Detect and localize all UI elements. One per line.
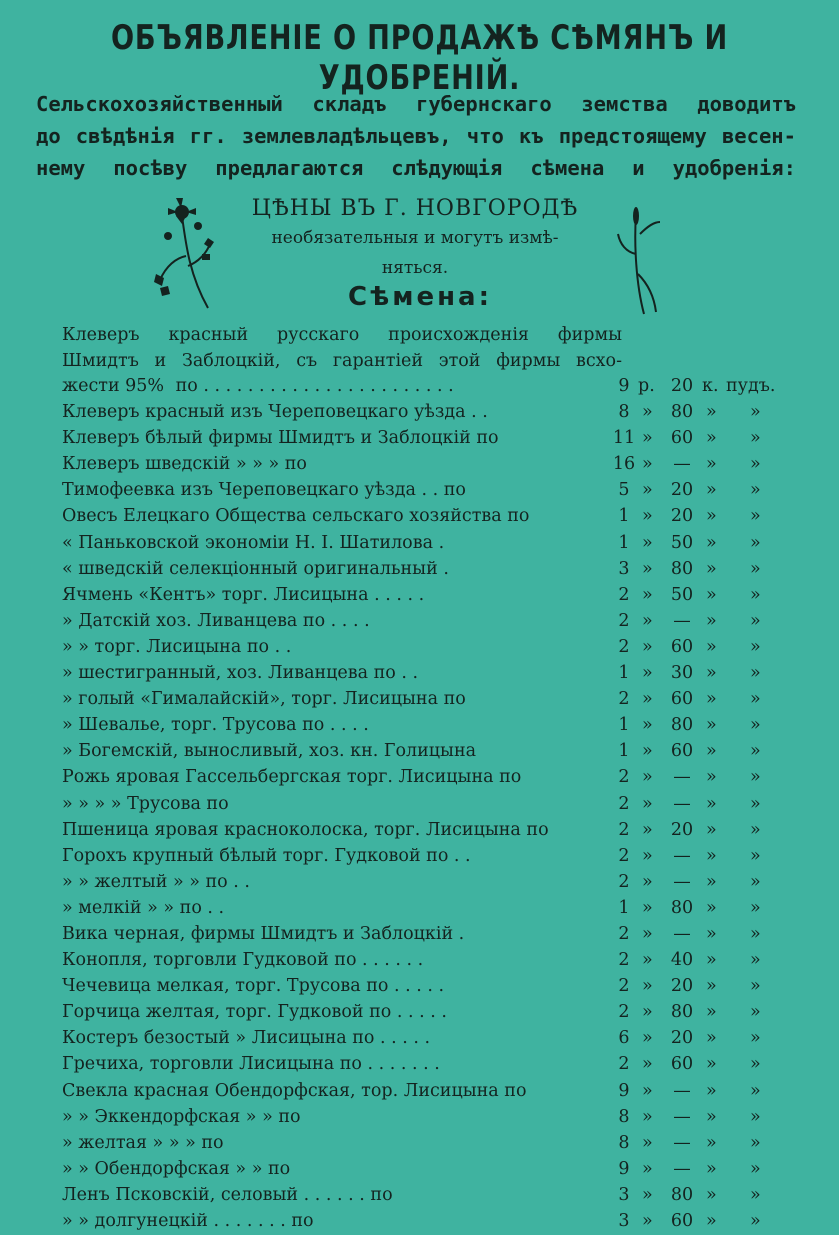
price-rubles: 1: [618, 532, 630, 553]
price-kopecks: 40: [670, 950, 694, 971]
ditto-mark: »: [642, 845, 653, 866]
price-rubles: 2: [618, 689, 630, 710]
price-rubles: 1: [618, 663, 630, 684]
ditto-mark: »: [750, 871, 761, 892]
ditto-mark: »: [642, 976, 653, 997]
price-kopecks: —: [673, 923, 691, 944]
item-name-text: жести 95%: [62, 376, 165, 396]
ditto-mark: »: [706, 793, 717, 814]
intro-line: нему посѣву предлагаются слѣдующія сѣмена и удобренія:: [36, 156, 796, 180]
ditto-mark: »: [750, 663, 761, 684]
price-rubles: 2: [618, 584, 630, 605]
price-row: [0, 739, 839, 765]
price-row: [0, 948, 839, 974]
ditto-mark: »: [750, 402, 761, 423]
ditto-mark: »: [642, 1080, 653, 1101]
ditto-mark: »: [750, 976, 761, 997]
item-name: Тимофеевка изъ Череповецкаго уѣзда . . по: [62, 480, 466, 501]
price-row: [0, 1079, 839, 1105]
price-rubles: 8: [618, 1106, 630, 1127]
price-rubles: 2: [618, 636, 630, 657]
ditto-mark: »: [642, 793, 653, 814]
price-row: [0, 557, 839, 583]
ditto-mark: »: [706, 976, 717, 997]
flower-ornament-icon: [146, 196, 218, 312]
price-row: [0, 687, 839, 713]
ditto-mark: »: [706, 741, 717, 762]
price-kopecks: —: [673, 1158, 691, 1179]
ditto-mark: »: [706, 871, 717, 892]
ditto-mark: »: [706, 506, 717, 527]
ditto-mark: »: [642, 1132, 653, 1153]
ditto-mark: »: [642, 558, 653, 579]
ditto-mark: »: [750, 584, 761, 605]
intro-line: до свѣдѣнія гг. землевладѣльцевъ, что къ предстоящему весен-: [36, 124, 796, 148]
price-kopecks: 80: [670, 1184, 694, 1205]
ditto-mark: »: [750, 923, 761, 944]
ditto-mark: »: [642, 819, 653, 840]
price-unit: пудъ.: [726, 376, 776, 396]
price-row-first: [0, 374, 839, 400]
ditto-mark: »: [706, 532, 717, 553]
rubles-label: р.: [638, 376, 655, 396]
price-rubles: 9: [618, 1080, 630, 1101]
ditto-mark: »: [642, 428, 653, 449]
ditto-mark: »: [750, 1080, 761, 1101]
ditto-mark: »: [642, 689, 653, 710]
price-rubles: 1: [618, 897, 630, 918]
ditto-mark: »: [642, 715, 653, 736]
item-name: » » Обендорфская » » по: [62, 1158, 291, 1179]
price-row: [0, 635, 839, 661]
ditto-mark: »: [706, 767, 717, 788]
ditto-mark: »: [642, 532, 653, 553]
price-row: [0, 922, 839, 948]
ditto-mark: »: [642, 1106, 653, 1127]
ditto-mark: »: [642, 636, 653, 657]
item-name: » желтая » » » по: [62, 1132, 224, 1153]
item-name: » мелкій » » по . .: [62, 897, 225, 918]
ditto-mark: »: [750, 454, 761, 475]
ditto-mark: »: [642, 950, 653, 971]
price-rubles: 8: [618, 402, 630, 423]
price-row: [0, 1131, 839, 1157]
price-row: [0, 609, 839, 635]
first-item-line: Клеверъ красный русскаго происхожденія фирмы: [62, 325, 622, 345]
ditto-mark: »: [706, 480, 717, 501]
price-rubles: 2: [618, 819, 630, 840]
ditto-mark: »: [642, 1002, 653, 1023]
price-row: [0, 1157, 839, 1183]
price-kopecks: 50: [670, 532, 694, 553]
price-row: [0, 792, 839, 818]
item-name: [62, 376, 454, 396]
price-row: [0, 870, 839, 896]
price-row: [0, 583, 839, 609]
price-rubles: 1: [618, 715, 630, 736]
price-kopecks: 20: [670, 506, 694, 527]
price-row: [0, 1000, 839, 1026]
ditto-mark: »: [642, 1054, 653, 1075]
price-kopecks: 60: [670, 428, 694, 449]
ditto-mark: »: [750, 532, 761, 553]
price-rubles: 3: [618, 1211, 630, 1231]
ditto-mark: »: [642, 1158, 653, 1179]
prices-heading-note-cont: няться.: [381, 258, 449, 278]
price-row: [0, 844, 839, 870]
ditto-mark: »: [750, 715, 761, 736]
ditto-mark: »: [706, 819, 717, 840]
ditto-mark: »: [750, 897, 761, 918]
ditto-mark: »: [642, 897, 653, 918]
ditto-mark: »: [706, 950, 717, 971]
item-name: » » желтый » » по . .: [62, 871, 250, 892]
item-name: « Паньковской экономіи Н. І. Шатилова .: [62, 532, 445, 553]
ditto-mark: »: [750, 506, 761, 527]
item-name: Горчица желтая, торг. Гудковой по . . . . .: [62, 1002, 447, 1023]
price-rubles: 11: [612, 428, 636, 449]
item-name: » » долгунецкій . . . . . . . по: [62, 1211, 314, 1231]
price-rubles: 1: [618, 741, 630, 762]
price-rubles: 5: [618, 480, 630, 501]
item-name: Пшеница яровая красноколоска, торг. Лисицына по: [62, 819, 549, 840]
price-kopecks: 80: [670, 402, 694, 423]
ditto-mark: »: [750, 1028, 761, 1049]
ditto-mark: »: [642, 480, 653, 501]
ditto-mark: »: [750, 1002, 761, 1023]
item-name: Костеръ безостый » Лисицына по . . . . .: [62, 1028, 431, 1049]
price-row: [0, 504, 839, 530]
item-name: Овесъ Елецкаго Общества сельскаго хозяйства по: [62, 506, 530, 527]
price-kopecks: —: [673, 793, 691, 814]
ditto-mark: »: [642, 1211, 653, 1231]
price-kopecks: 60: [670, 1054, 694, 1075]
ditto-mark: »: [706, 663, 717, 684]
ditto-mark: »: [706, 1054, 717, 1075]
ditto-mark: »: [750, 480, 761, 501]
ditto-mark: »: [750, 1054, 761, 1075]
ditto-mark: »: [642, 923, 653, 944]
price-rubles: 2: [618, 845, 630, 866]
item-name: Клеверъ шведскій » » » по: [62, 454, 307, 475]
price-rubles: 9: [618, 1158, 630, 1179]
price-kopecks: 80: [670, 715, 694, 736]
ditto-mark: »: [706, 1132, 717, 1153]
ditto-mark: »: [642, 1184, 653, 1205]
ditto-mark: »: [642, 584, 653, 605]
ditto-mark: »: [750, 558, 761, 579]
ditto-mark: »: [706, 1158, 717, 1179]
ditto-mark: »: [750, 1184, 761, 1205]
ditto-mark: »: [750, 636, 761, 657]
item-name: » Шевалье, торг. Трусова по . . . .: [62, 715, 369, 736]
ditto-mark: »: [750, 1132, 761, 1153]
price-row: [0, 974, 839, 1000]
price-rubles: 2: [618, 976, 630, 997]
price-kopecks: —: [673, 1080, 691, 1101]
ditto-mark: »: [750, 1211, 761, 1231]
price-kopecks: 20: [670, 976, 694, 997]
ditto-mark: »: [750, 793, 761, 814]
grass-ornament-icon: [614, 204, 664, 316]
price-list: [0, 374, 839, 1235]
ditto-mark: »: [642, 454, 653, 475]
price-kopecks: 80: [670, 897, 694, 918]
price-row: [0, 661, 839, 687]
price-rubles: 8: [618, 1132, 630, 1153]
item-name: Клеверъ бѣлый фирмы Шмидтъ и Заблоцкій по: [62, 428, 499, 449]
ditto-mark: »: [642, 741, 653, 762]
item-name: » » торг. Лисицына по . .: [62, 636, 292, 657]
price-rubles: 2: [618, 871, 630, 892]
ditto-mark: »: [706, 715, 717, 736]
price-row: [0, 713, 839, 739]
ditto-mark: »: [750, 819, 761, 840]
first-item-description: [62, 322, 622, 374]
ditto-mark: »: [642, 663, 653, 684]
intro-paragraph: [36, 88, 796, 184]
item-name: Свекла красная Обендорфская, тор. Лисицына по: [62, 1080, 527, 1101]
price-kopecks: —: [673, 454, 691, 475]
item-name: » шестигранный, хоз. Ливанцева по . .: [62, 663, 419, 684]
ditto-mark: »: [706, 897, 717, 918]
price-rubles: 3: [618, 1184, 630, 1205]
price-rubles: 2: [618, 923, 630, 944]
price-row: [0, 400, 839, 426]
price-kopecks: 80: [670, 1002, 694, 1023]
price-rubles: 3: [618, 558, 630, 579]
ditto-mark: »: [750, 741, 761, 762]
price-row: [0, 896, 839, 922]
price-row: [0, 1052, 839, 1078]
ditto-mark: »: [706, 1211, 717, 1231]
price-kopecks: 20: [670, 819, 694, 840]
item-name: Рожь яровая Гассельбергская торг. Лисицына по: [62, 767, 522, 788]
price-kopecks: 30: [670, 663, 694, 684]
item-name: « шведскій селекціонный оригинальный .: [62, 558, 449, 579]
ditto-mark: »: [750, 1106, 761, 1127]
price-kopecks: —: [673, 767, 691, 788]
first-item-line: Шмидтъ и Заблоцкій, съ гарантіей этой фирмы всхо-: [62, 351, 622, 371]
ditto-mark: »: [706, 1184, 717, 1205]
price-row: [0, 452, 839, 478]
ditto-mark: »: [706, 689, 717, 710]
ditto-mark: »: [642, 506, 653, 527]
item-name: » Датскій хоз. Ливанцева по . . . .: [62, 610, 370, 631]
ditto-mark: »: [706, 428, 717, 449]
ditto-mark: »: [642, 767, 653, 788]
price-row: [0, 478, 839, 504]
intro-line: Сельскохозяйственный складъ губернскаго земства доводитъ: [36, 92, 796, 116]
price-kopecks: 60: [670, 689, 694, 710]
item-name: Гречиха, торговли Лисицына по . . . . . . .: [62, 1054, 440, 1075]
price-rubles: 2: [618, 950, 630, 971]
item-name: » » Эккендорфская » » по: [62, 1106, 301, 1127]
price-kopecks: 20: [670, 1028, 694, 1049]
ditto-mark: »: [750, 950, 761, 971]
ditto-mark: »: [750, 610, 761, 631]
item-name: Горохъ крупный бѣлый торг. Гудковой по . .: [62, 845, 471, 866]
price-kopecks: 60: [670, 636, 694, 657]
price-kopecks: 20: [670, 376, 694, 396]
ditto-mark: »: [706, 923, 717, 944]
ditto-mark: »: [706, 1080, 717, 1101]
price-row: [0, 1209, 839, 1235]
item-name: Ячмень «Кентъ» торг. Лисицына . . . . .: [62, 584, 425, 605]
ditto-mark: »: [706, 584, 717, 605]
price-kopecks: —: [673, 1106, 691, 1127]
ditto-mark: »: [706, 845, 717, 866]
ditto-mark: »: [642, 871, 653, 892]
price-kopecks: —: [673, 1132, 691, 1153]
price-rubles: 2: [618, 1002, 630, 1023]
price-rubles: 2: [618, 793, 630, 814]
ditto-mark: »: [750, 428, 761, 449]
ditto-mark: »: [706, 402, 717, 423]
price-rubles: 2: [618, 610, 630, 631]
price-kopecks: —: [673, 845, 691, 866]
ditto-mark: »: [642, 610, 653, 631]
ditto-mark: »: [642, 1028, 653, 1049]
item-name: Вика черная, фирмы Шмидтъ и Заблоцкій .: [62, 923, 465, 944]
price-rubles: 9: [618, 376, 630, 396]
price-row: [0, 1026, 839, 1052]
ditto-mark: »: [706, 1002, 717, 1023]
price-kopecks: 60: [670, 1211, 694, 1231]
price-row: [0, 426, 839, 452]
ditto-mark: »: [642, 402, 653, 423]
item-name: » Богемскій, выносливый, хоз. кн. Голицына: [62, 741, 477, 762]
ditto-mark: »: [706, 1028, 717, 1049]
price-row: [0, 1105, 839, 1131]
price-kopecks: 20: [670, 480, 694, 501]
ditto-mark: »: [706, 454, 717, 475]
price-rubles: 16: [612, 454, 636, 475]
prices-heading-title: ЦѢНЫ ВЪ Г. НОВГОРОДѢ: [251, 196, 579, 221]
kopecks-label: к.: [702, 376, 719, 396]
ditto-mark: »: [750, 845, 761, 866]
item-name: Клеверъ красный изъ Череповецкаго уѣзда . .: [62, 402, 488, 423]
ditto-mark: »: [706, 636, 717, 657]
price-row: [0, 818, 839, 844]
price-kopecks: 60: [670, 741, 694, 762]
ditto-mark: »: [706, 1106, 717, 1127]
prices-heading-note: необязательныя и могутъ измѣ-: [271, 228, 559, 248]
page-title: ОБЪЯВЛЕНІЕ О ПРОДАЖѢ СѢМЯНЪ И УДОБРЕНІЙ.: [110, 18, 729, 98]
ditto-mark: »: [706, 558, 717, 579]
item-name-dots: по . . . . . . . . . . . . . . . . . . . . . . .: [175, 376, 454, 396]
price-rubles: 2: [618, 1054, 630, 1075]
seeds-section-title: Сѣмена:: [347, 282, 492, 312]
item-name: Чечевица мелкая, торг. Трусова по . . . . .: [62, 976, 445, 997]
ditto-mark: »: [750, 689, 761, 710]
price-rubles: 1: [618, 506, 630, 527]
prices-heading: [230, 196, 600, 281]
item-name: » » » » Трусова по: [62, 793, 229, 814]
price-kopecks: 50: [670, 584, 694, 605]
ditto-mark: »: [706, 610, 717, 631]
price-kopecks: —: [673, 871, 691, 892]
price-row: [0, 531, 839, 557]
item-name: » голый «Гималайскій», торг. Лисицына по: [62, 689, 466, 710]
item-name: Ленъ Псковскій, селовый . . . . . . по: [62, 1184, 393, 1205]
price-row: [0, 765, 839, 791]
ditto-mark: »: [750, 1158, 761, 1179]
item-name: Конопля, торговли Гудковой по . . . . . .: [62, 950, 424, 971]
price-rubles: 6: [618, 1028, 630, 1049]
price-kopecks: 80: [670, 558, 694, 579]
price-rubles: 2: [618, 767, 630, 788]
price-kopecks: —: [673, 610, 691, 631]
ditto-mark: »: [750, 767, 761, 788]
price-row: [0, 1183, 839, 1209]
